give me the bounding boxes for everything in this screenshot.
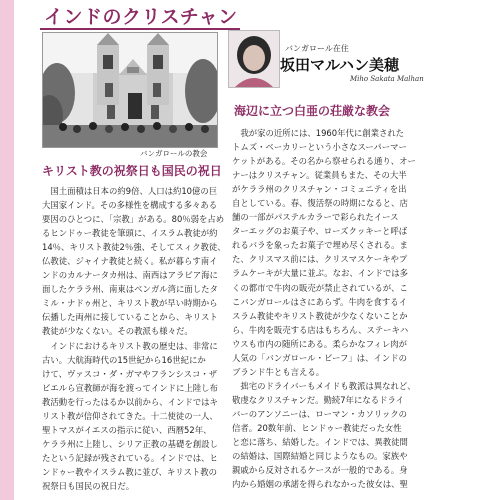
text-line: 内から婚姻の承諾を得られなかった彼女は、聖 [232,479,408,490]
title-rule [40,28,240,30]
text-line: 面したケララ州、南東はベンガル湾に面したタ [42,284,218,295]
text-line: スラム教徒やキリスト教徒が少なくないことか [232,310,408,321]
text-line: の結婚は、国際結婚と同じようなもの。家族や [232,451,408,462]
text-line: れるバラを象ったお菓子で埋め尽くされる。ま [232,240,408,251]
text-line: 親戚から反対されるケースが一般的である。身 [232,465,408,476]
page-edge-bar [0,0,14,500]
author-avatar [228,30,280,88]
text-line: ラムケーキが大量に並ぶ。なお、インドでは多 [232,268,408,279]
text-line: 古い。大航海時代の15世紀から16世紀にか [42,354,206,365]
text-line: 国土面積は日本の約9倍、人口は約10億の巨 [42,186,218,196]
text-line: がケララ州のクリスチャン・コミュニティを出 [232,184,407,195]
text-line: 要因のひとつに、「宗教」がある。80％弱を占め [42,214,225,225]
text-line: トムズ・ベーカリーという小さなスーパーマー [232,142,407,153]
text-line: ターエッグのお菓子や、ローズクッキーと呼ば [232,226,408,237]
text-line: ビエルら宣教師が海を渡ってインドに上陸し布 [42,382,218,393]
text-line: バーのアンソニーは、ローマン・カソリックの [232,408,408,419]
text-line: けて、ヴァスコ・ダ・ガマやフランシスコ・ザ [42,368,218,379]
text-line: 仏教徒、ジャイナ教徒と続く。私が暮らす南イ [42,256,218,267]
text-line: 伝播した両州に接していることから、キリスト [42,312,218,323]
church-photo-image [43,33,217,147]
text-line: 人気の「バンガロール・ビーフ」は、インドの [232,352,407,363]
text-line: ンドゥー教やイスラム教に並び、キリスト教の [42,466,217,477]
page-title: インドのクリスチャン [44,6,238,28]
photo-caption: バンガロールの教会 [140,149,208,158]
text-line: ブランド牛とも言える。 [232,366,325,377]
text-line: くの都市で牛肉の販売が禁止されているが、こ [232,282,408,293]
text-line: ナーはクリスチャン。従業員もまた、その大半 [232,170,407,181]
text-line: と恋に落ち、結婚した。インドでは、異教徒間 [232,437,408,448]
text-line: 聖トマスがイエスの指示に従い、西暦52年、 [42,424,212,435]
text-line: 祝祭日も国民の祝日だ。 [42,480,135,491]
left-column-text [42,184,226,493]
text-line: 14％、キリスト教徒2％強、そしてスィク教徒、 [42,242,226,253]
text-line: 教徒が少なくない。その教派も様々だ。 [42,326,193,337]
text-line: インドにおけるキリスト教の歴史は、非常に [42,340,218,351]
author-name: 坂田マルハン美穂 [280,56,399,74]
left-section-heading: キリスト教の祝祭日も国民の祝日 [42,164,222,178]
text-line: 舗の一部がパステルカラーで彩られたイース [232,212,399,223]
text-line: たという記録が残されている。インドでは、ヒ [42,452,218,463]
text-line: 敬虔なクリスチャンだ。勤続7年になるドライ [232,394,404,405]
text-line: た、クリスマス前には、クリスマスケーキやプ [232,254,408,265]
text-line: ら、牛肉を販売する店はもちろん、ステーキハ [232,324,409,335]
text-line: ウスも市内の随所にある。柔らかなフィレ肉が [232,338,407,349]
text-line: ミル・ナドゥ州と、キリスト教が早い時期から [42,298,218,309]
text-line: るヒンドゥー教徒を筆頭に、イスラム教徒が約 [42,228,218,239]
text-line: 信者。20数年前、ヒンドゥー教徒だった女性 [232,422,402,433]
church-photo [42,32,218,148]
text-line: ンドのカルナータカ州は、南西はアラビア海に [42,270,218,281]
right-section-heading: 海辺に立つ白亜の荘厳な教会 [234,104,391,118]
text-line: ケララ州に上陸し、シリア正教の基礎を創設し [42,438,218,449]
right-column-text [232,126,416,491]
author-name-roman: Miho Sakata Malhan [350,75,424,83]
text-line: 我が家の近所には、1960年代に創業された [232,128,405,138]
text-line: 大国家インド。その多様性を構成する多々ある [42,200,218,211]
text-line: こバンガロールはさにあらず。牛肉を食するイ [232,296,408,307]
text-line: ケットがある。その名から察せられる通り、オー [232,156,416,167]
text-line: 拙宅のドライバーもメイドも教派は異なれど、 [232,380,416,391]
author-role: バンガロール在住 [285,44,349,53]
text-line: 自としている。春、復活祭の時期になると、店 [232,198,408,209]
text-line: リスト教が信仰されてきた。十二使徒の一人、 [42,410,218,421]
author-portrait-image [229,31,279,87]
text-line: 教活動を行ったはるか以前から、インドではキ [42,396,218,407]
